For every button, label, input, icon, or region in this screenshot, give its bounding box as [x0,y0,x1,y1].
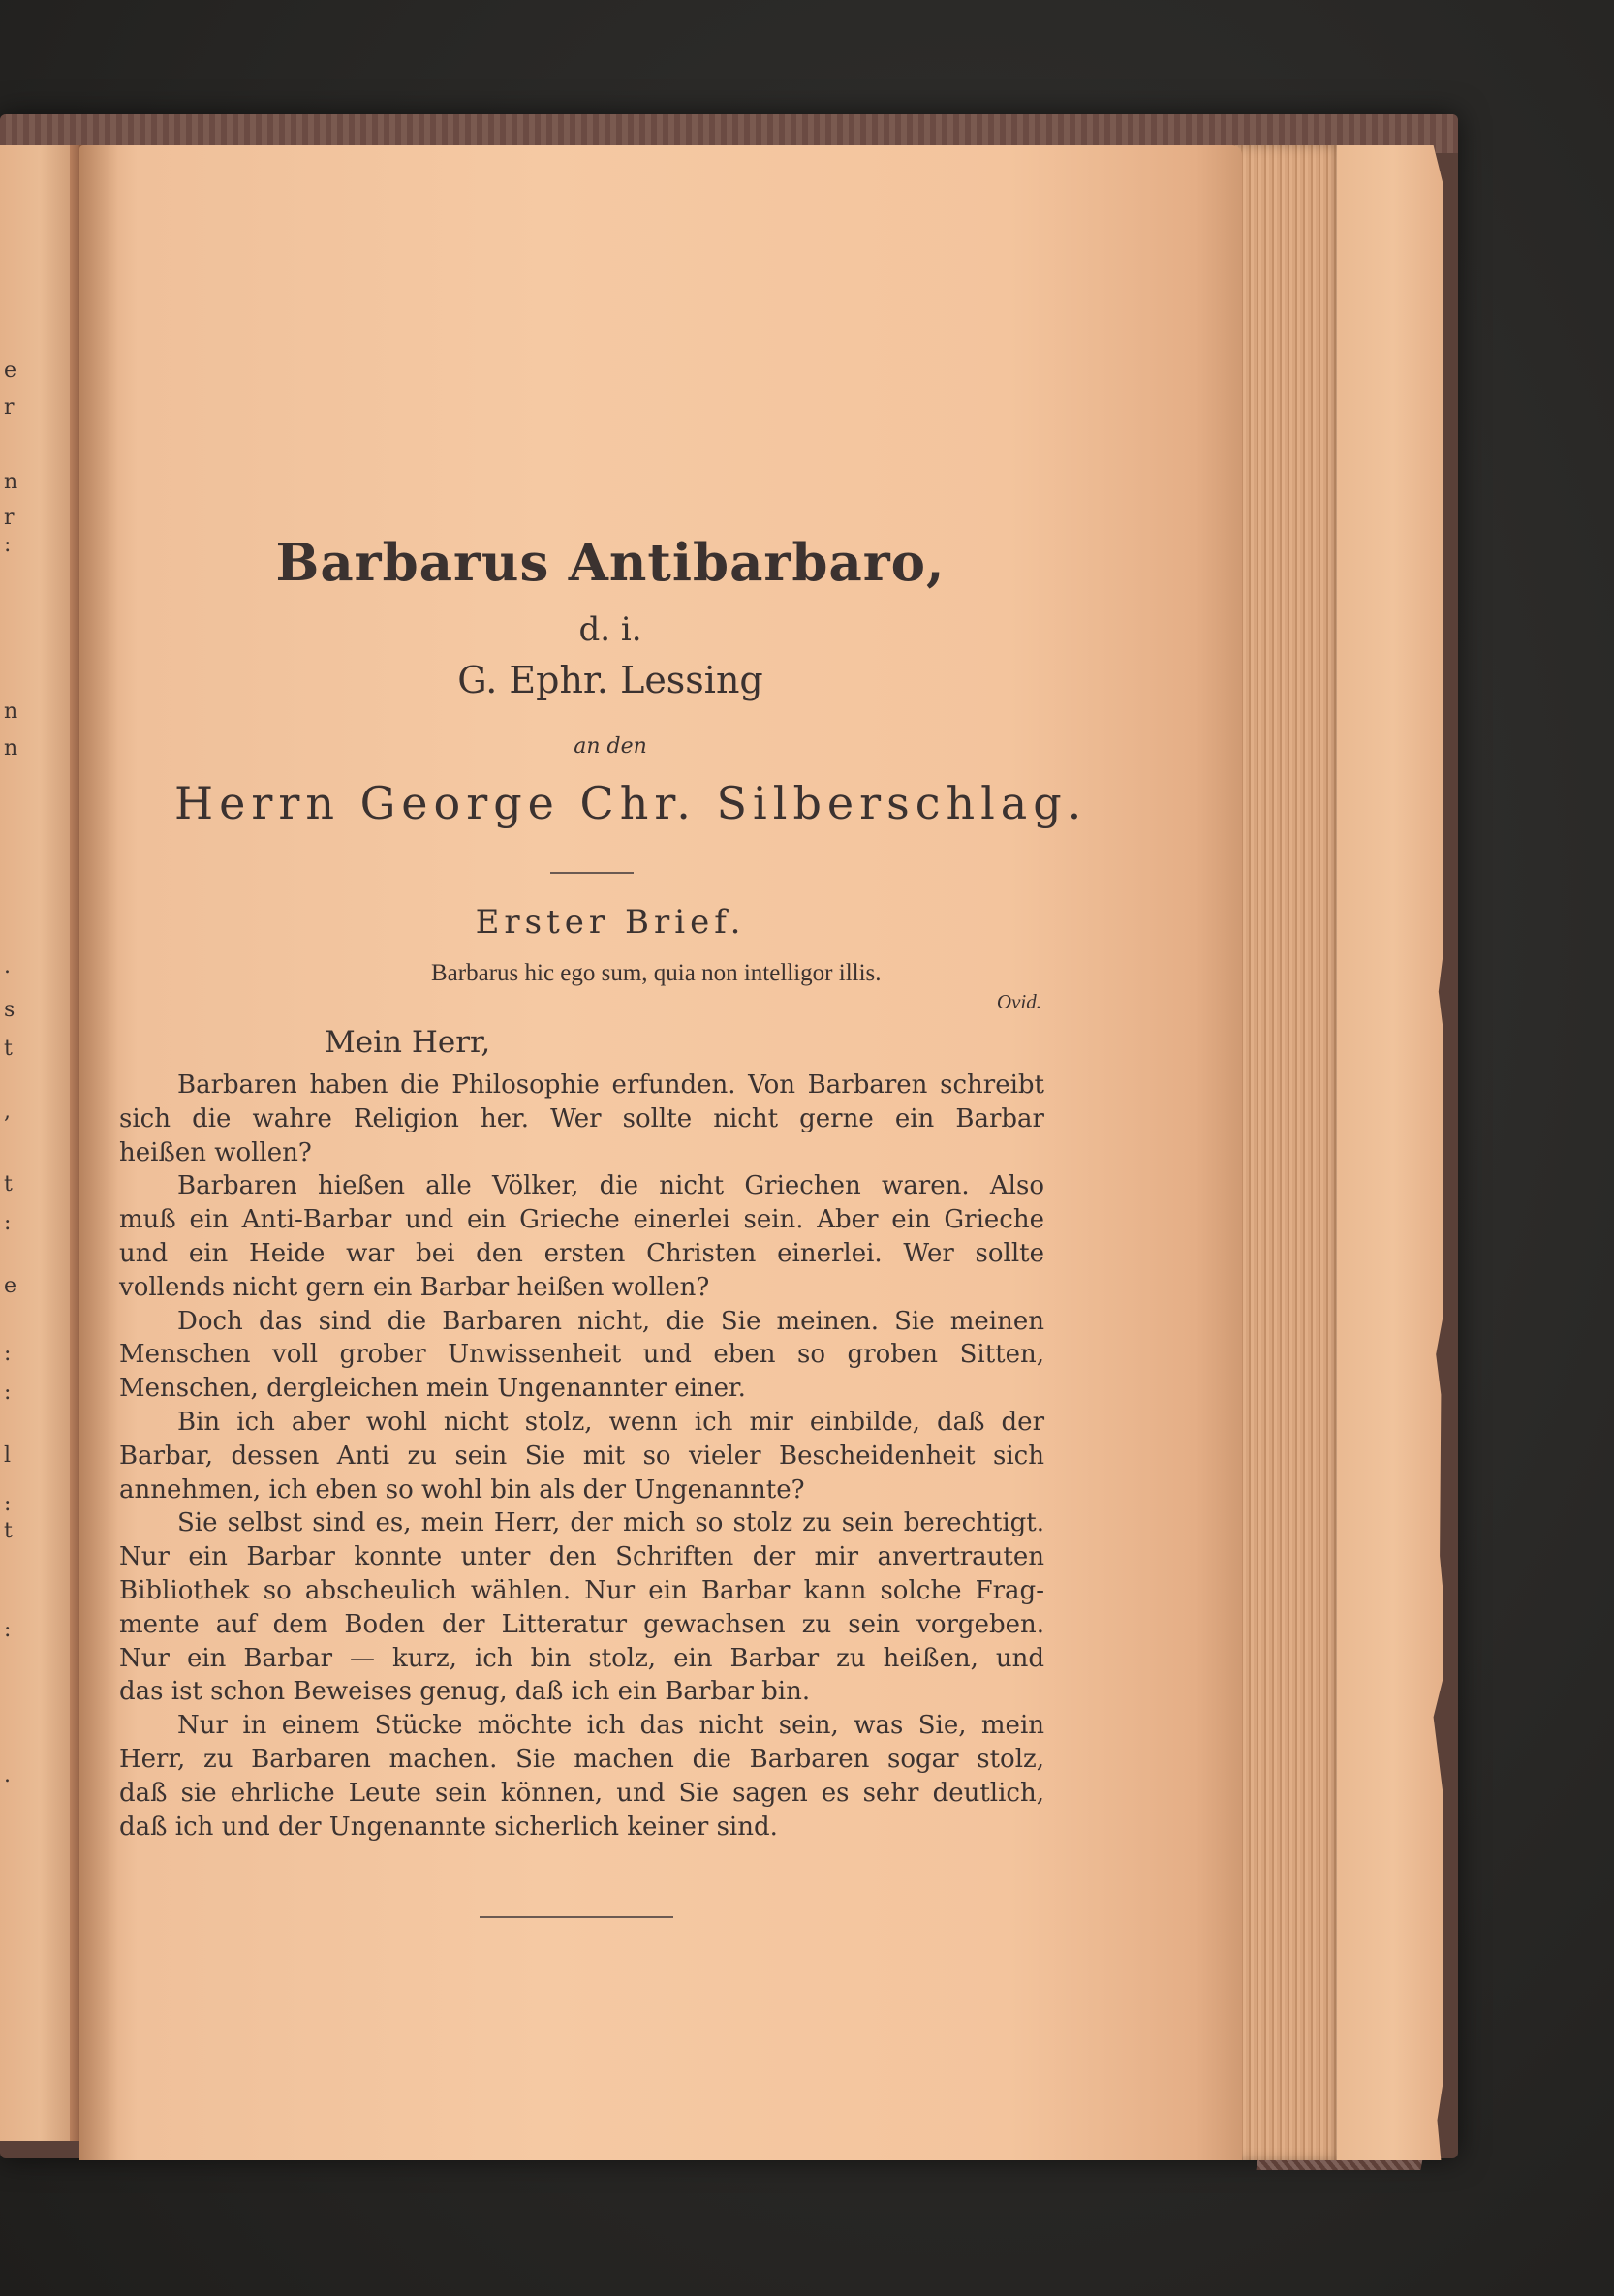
page-title: Barbarus Antibarbaro, [275,533,946,593]
body-line: Sie selbst sind es, mein Herr, der mich so stolz zu sein berechtigt. [177,1508,1044,1538]
margin-letter: : [4,1211,12,1235]
margin-letter: l [4,1443,12,1468]
body-line: das ist schon Beweises genug, daß ich ein Barbar bin. [119,1677,811,1707]
gutter-shadow [79,145,118,2160]
left-facing-page [0,145,79,2141]
margin-letter: t [4,1519,13,1543]
body-line: daß sie ehrliche Leute sein können, und Sie sagen es sehr deutlich, [119,1778,1044,1808]
body-line: Menschen voll grober Unwissenheit und eben so groben Sitten, [119,1340,1044,1370]
body-line: Nur ein Barbar konnte unter den Schriften der mir anvertrauten [119,1542,1044,1572]
margin-letter: n [4,699,18,724]
body-line: daß ich und der Ungenannte sicherlich keiner sind. [119,1812,778,1842]
epigraph-source: Ovid. [996,990,1041,1013]
body-line: Barbaren hießen alle Völker, die nicht Griechen waren. Also [177,1171,1044,1201]
subtitle-di: d. i. [578,610,642,649]
body-line: muß ein Anti-Barbar und ein Grieche einerlei sein. Aber ein Grieche [119,1205,1044,1235]
margin-letter: : [4,1492,12,1516]
letter-body [119,1069,1044,1844]
margin-letter: . [4,1763,11,1787]
body-line: Nur ein Barbar — kurz, ich bin stolz, ein Barbar zu heißen, und [119,1643,1044,1673]
addressee-line: Herrn George Chr. Silberschlag. [174,777,1088,829]
page-stack-fore-edge [1230,145,1337,2160]
epigraph: Barbarus hic ego sum, quia non intelligor illis. [431,960,882,986]
end-rule [480,1916,673,1918]
margin-letter: n [4,470,18,494]
body-line: Bin ich aber wohl nicht stolz, wenn ich mir einbilde, daß der [177,1407,1044,1437]
body-line: Bibliothek so abscheulich wählen. Nur ein Barbar kann solche Frag- [119,1575,1044,1605]
body-line: Barbaren haben die Philosophie erfunden. Von Barbaren schreibt [177,1070,1044,1100]
body-line: sich die wahre Religion her. Wer sollte nicht gerne ein Barbar [119,1103,1044,1133]
body-line: annehmen, ich eben so wohl bin als der Ungenannte? [119,1474,805,1505]
body-line: Menschen, dergleichen mein Ungenannter einer. [119,1374,746,1404]
margin-letter: r [4,506,15,530]
margin-letter: , [4,1100,11,1124]
margin-letter: : [4,1618,12,1642]
author-line: G. Ephr. Lessing [457,659,763,701]
body-line: Doch das sind die Barbaren nicht, die Sie meinen. Sie meinen [177,1306,1044,1336]
body-line: Barbar, dessen Anti zu sein Sie mit so vieler Bescheidenheit sich [119,1441,1044,1471]
margin-letter: r [4,395,15,419]
margin-letter: e [4,358,17,383]
margin-letter: : [4,1342,12,1366]
letter-heading: Erster Brief. [475,903,746,942]
body-line: vollends nicht gern ein Barbar heißen wollen? [119,1272,710,1302]
salutation: Mein Herr, [325,1025,491,1060]
margin-letter: e [4,1274,17,1298]
margin-letter: t [4,1172,13,1196]
margin-letter: s [4,998,16,1022]
margin-letter: n [4,736,18,760]
margin-letter: t [4,1037,13,1061]
body-line: und ein Heide war bei den ersten Christen einerlei. Wer sollte [119,1238,1044,1268]
divider-rule [550,872,634,874]
margin-letter: : [4,1381,12,1405]
body-line: mente auf dem Boden der Litteratur gewachsen zu sein vorgeben. [119,1609,1044,1639]
margin-letter: : [4,533,12,557]
body-line: heißen wollen? [119,1137,312,1167]
body-line: Herr, zu Barbaren machen. Sie machen die Barbaren sogar stolz, [119,1744,1044,1774]
body-line: Nur in einem Stücke möchte ich das nicht sein, was Sie, mein [177,1711,1044,1741]
preposition-line: an den [574,734,647,759]
margin-letter: . [4,954,11,978]
